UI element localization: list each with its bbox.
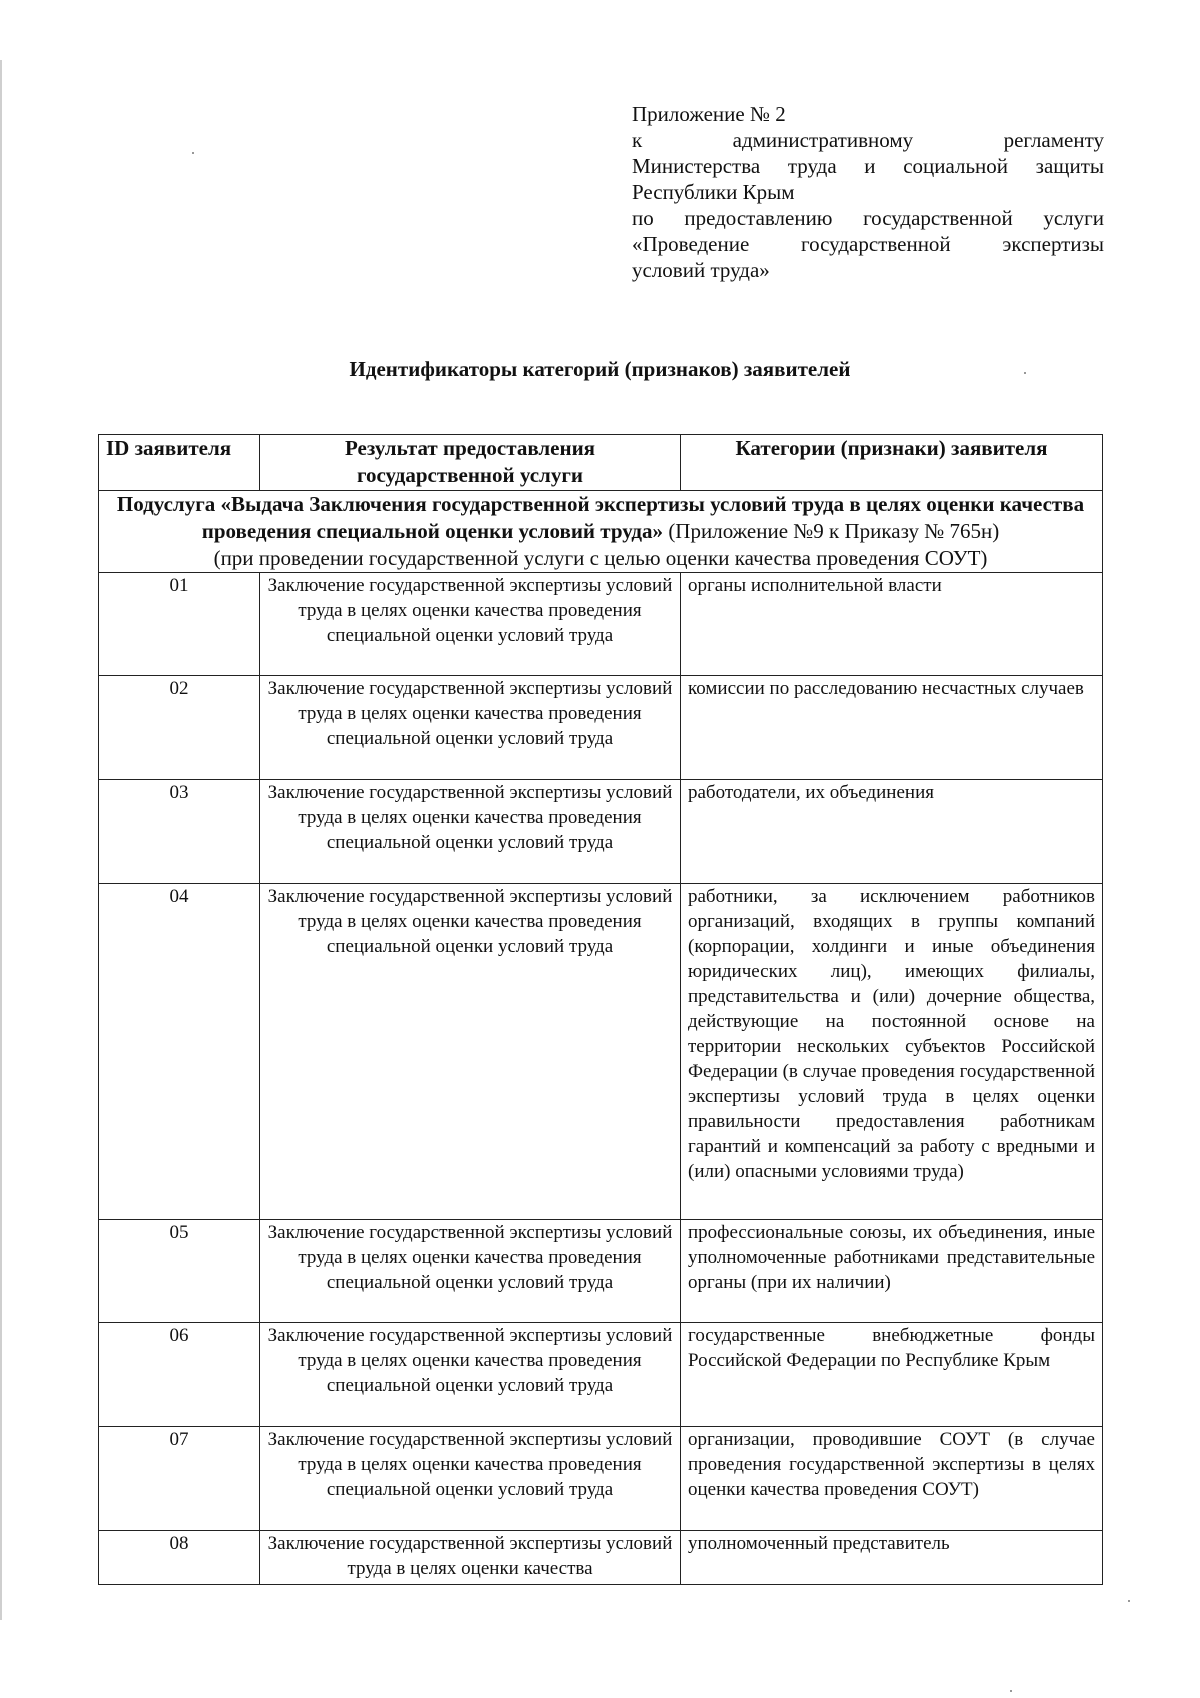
subservice-cell xyxy=(99,491,1103,573)
row-id: 02 xyxy=(99,676,260,780)
row-id: 07 xyxy=(99,1427,260,1531)
appendix-line: Республики Крым xyxy=(632,180,795,204)
row-category: профессиональные союзы, их объединения, иные уполномоченные работниками представительные органы (при их наличии) xyxy=(681,1220,1103,1323)
scan-speck xyxy=(1128,1600,1130,1602)
subservice-note: (при проведении государственной услуги с целью оценки качества проведения СОУТ) xyxy=(213,546,988,570)
table-row xyxy=(99,1220,1103,1323)
row-result: Заключение государственной экспертизы условий труда в целях оценки качества проведения специальной оценки условий труда xyxy=(260,884,681,1220)
row-category: работодатели, их объединения xyxy=(681,780,1103,884)
row-result: Заключение государственной экспертизы условий труда в целях оценки качества проведения специальной оценки условий труда xyxy=(260,1220,681,1323)
row-result: Заключение государственной экспертизы условий труда в целях оценки качества проведения специальной оценки условий труда xyxy=(260,780,681,884)
scan-speck xyxy=(192,152,194,154)
row-id: 06 xyxy=(99,1323,260,1427)
table-row xyxy=(99,676,1103,780)
table-row xyxy=(99,1427,1103,1531)
table-header-row xyxy=(99,435,1103,491)
row-result: Заключение государственной экспертизы условий труда в целях оценки качества xyxy=(260,1531,681,1585)
header-result: Результат предоставления государственной услуги xyxy=(260,435,681,491)
document-title: Идентификаторы категорий (признаков) заявителей xyxy=(349,357,851,381)
appendix-line: Министерства труда и социальной защиты xyxy=(632,154,1104,178)
row-id: 03 xyxy=(99,780,260,884)
table-row xyxy=(99,573,1103,676)
row-id: 08 xyxy=(99,1531,260,1585)
header-category: Категории (признаки) заявителя xyxy=(681,435,1103,491)
row-id: 01 xyxy=(99,573,260,676)
row-category: организации, проводившие СОУТ (в случае проведения государственной экспертизы в целях оценки качества проведения СОУТ) xyxy=(681,1427,1103,1531)
appendix-line: условий труда» xyxy=(632,258,770,282)
applicant-categories-table xyxy=(98,434,1103,1585)
row-category: государственные внебюджетные фонды Российской Федерации по Республике Крым xyxy=(681,1323,1103,1427)
table-row xyxy=(99,1323,1103,1427)
row-category: работники, за исключением работников организаций, входящих в группы компаний (корпорации, холдинги и иные объединения юридических лиц), имеющих филиалы, представительства и (или) дочерние общества, действующие на постоянной основе на территории нескольких субъектов Российской Федерации (в случае проведения государственной экспертизы условий труда в целях оценки правильности предоставления работникам гарантий и компенсаций за работу с вредными и (или) опасными условиями труда) xyxy=(681,884,1103,1220)
row-result: Заключение государственной экспертизы условий труда в целях оценки качества проведения специальной оценки условий труда xyxy=(260,1323,681,1427)
appendix-line: к административному регламенту xyxy=(632,128,1104,152)
appendix-number: Приложение № 2 xyxy=(632,102,786,126)
row-category: органы исполнительной власти xyxy=(681,573,1103,676)
subservice-row xyxy=(99,491,1103,573)
row-category: комиссии по расследованию несчастных случаев xyxy=(681,676,1103,780)
header-id: ID заявителя xyxy=(99,435,260,491)
appendix-header xyxy=(632,101,1104,283)
table-row xyxy=(99,884,1103,1220)
row-result: Заключение государственной экспертизы условий труда в целях оценки качества проведения специальной оценки условий труда xyxy=(260,1427,681,1531)
row-result: Заключение государственной экспертизы условий труда в целях оценки качества проведения специальной оценки условий труда xyxy=(260,573,681,676)
row-result: Заключение государственной экспертизы условий труда в целях оценки качества проведения специальной оценки условий труда xyxy=(260,676,681,780)
subservice-title: Подуслуга «Выдача Заключения государственной экспертизы условий труда в целях оценки качества проведения специальной оценки условий труда» xyxy=(116,492,1085,543)
row-id: 05 xyxy=(99,1220,260,1323)
appendix-line: по предоставлению государственной услуги xyxy=(632,206,1104,230)
table-row xyxy=(99,780,1103,884)
row-category: уполномоченный представитель xyxy=(681,1531,1103,1585)
appendix-line: «Проведение государственной экспертизы xyxy=(632,232,1104,256)
table-row xyxy=(99,1531,1103,1585)
page-scan-edge xyxy=(0,60,2,1620)
subservice-reference: (Приложение №9 к Приказу № 765н) xyxy=(663,519,1000,543)
row-id: 04 xyxy=(99,884,260,1220)
scan-speck xyxy=(1010,1690,1012,1692)
